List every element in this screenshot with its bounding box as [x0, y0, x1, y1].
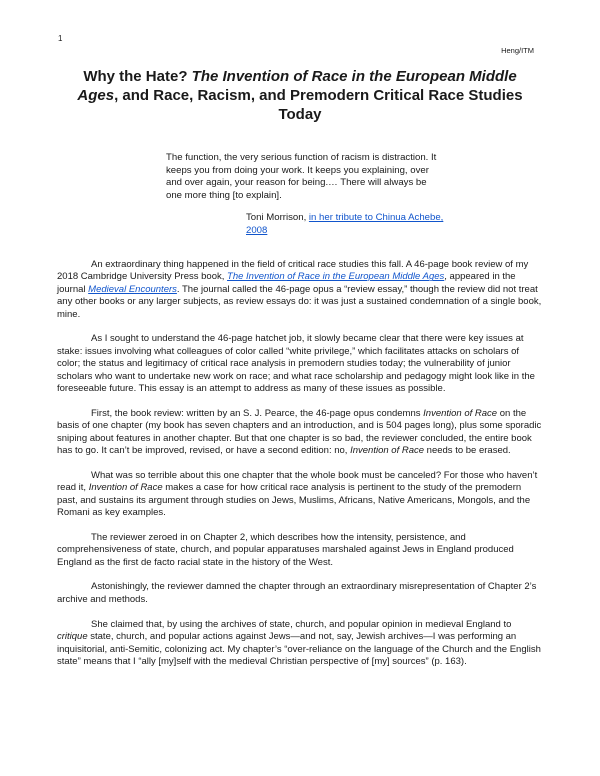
journal-link-text: Medieval Encounters — [88, 283, 177, 295]
p3-italic-2: Invention of Race — [350, 445, 425, 457]
title-part-3: , and Race, Racism, and Premodern Critical Race Studies Today — [114, 87, 523, 123]
essay-title — [62, 67, 538, 124]
p7-text-a: She claimed that, by using the archives of state, church, and popular opinion in medieval England to — [91, 618, 512, 630]
paragraph-4 — [57, 470, 543, 520]
epigraph-link[interactable]: in her tribute to Chinua Achebe, 2008 — [246, 212, 444, 236]
paragraph-1 — [57, 259, 543, 321]
p7-italic-1: critique — [57, 631, 88, 643]
paragraph-3 — [57, 408, 543, 458]
epigraph-quote: The function, the very serious function of racism is distraction. It keeps you from doing your work. It keeps you explaining, over and over again, your reason for being.… There will always be one more thing [to explain]. — [166, 152, 437, 201]
journal-link[interactable] — [88, 284, 177, 295]
title-book-name: The Invention of Race in the European Middle Ages — [77, 68, 517, 104]
p1-text-c: . The journal called the 46-page opus a “review essay,” though the review did not treat any other books or any larger subjects, as review essays do: it was just a sustained condemnation of a single book, mine. — [57, 283, 542, 320]
p4-text-b: makes a case for how critical race analysis is pertinent to the study of the premodern past, and sustains its argument through studies on Jews, Muslims, Africans, Native Americans, Mongols, and the Romani as key examples. — [57, 482, 531, 519]
paragraph-5: The reviewer zeroed in on Chapter 2, which describes how the intensity, persistence, and comprehensiveness of state, church, and popular apparatuses marshaled against Jews in England produced England as the first de facto racial state in the history of the West. — [57, 531, 514, 568]
book-title-link-text: The Invention of Race in the European Middle Ages — [227, 271, 445, 283]
running-head: Heng/ITM — [501, 46, 534, 55]
book-title-link[interactable] — [227, 271, 444, 282]
p3-text-c: needs to be erased. — [424, 445, 511, 457]
epigraph-attribution — [246, 212, 446, 237]
title-part-1: Why the Hate? — [83, 68, 192, 85]
paragraph-7 — [57, 619, 543, 669]
p4-italic-1: Invention of Race — [88, 482, 163, 494]
p3-italic-1: Invention of Race — [423, 407, 498, 419]
epigraph-author: Toni Morrison, — [246, 212, 309, 223]
paragraph-2: As I sought to understand the 46-page hatchet job, it slowly became clear that there were key issues at stake: issues involving what colleagues of color called “white privilege,” which facilitates attacks on scholars of color; the status and legitimacy of critical race analysis in premodern studies today; the vulnerability of junior scholars who want to undertake new work on race; and what race scholarship and pedagogy might look like in the foreseeable future. This essay is an attempt to address as many of these issues as possible. — [57, 333, 535, 395]
paragraph-6: Astonishingly, the reviewer damned the chapter through an extraordinary misrepresentation of Chapter 2’s archive and methods. — [57, 581, 537, 605]
p1-text-b: , appeared in the journal — [57, 271, 516, 295]
essay-body — [57, 259, 543, 681]
p4-text-a: What was so terrible about this one chapter that the whole book must be canceled? For those who haven’t read it, — [57, 469, 538, 494]
page-number: 1 — [58, 34, 63, 43]
p1-text-a: An extraordinary thing happened in the field of critical race studies this fall. A 46-page book review of my 2018 Cambridge University Press book, — [57, 259, 529, 283]
p3-text-b: on the basis of one chapter (my book has seven chapters and an introduction, and is 504 pages long), plus some sporadic sniping about features in another chapter. But that one chapter is so bad, the reviewer concluded, the entire book has to go. It can’t be improved, revised, or have a second edition: no, — [57, 407, 542, 457]
p3-text-a: First, the book review: written by an S. J. Pearce, the 46-page opus condemns — [91, 407, 424, 419]
p7-text-b: state, church, and popular actions against Jews—and not, say, Jewish archives—I was performing an inquisitorial, anti-Semitic, colonizing act. My chapter’s “over-reliance on the language of the Church and the English state” means that I “ally [my]self with the medieval Christian perspective of [my] sources” (p. 163). — [57, 631, 541, 667]
